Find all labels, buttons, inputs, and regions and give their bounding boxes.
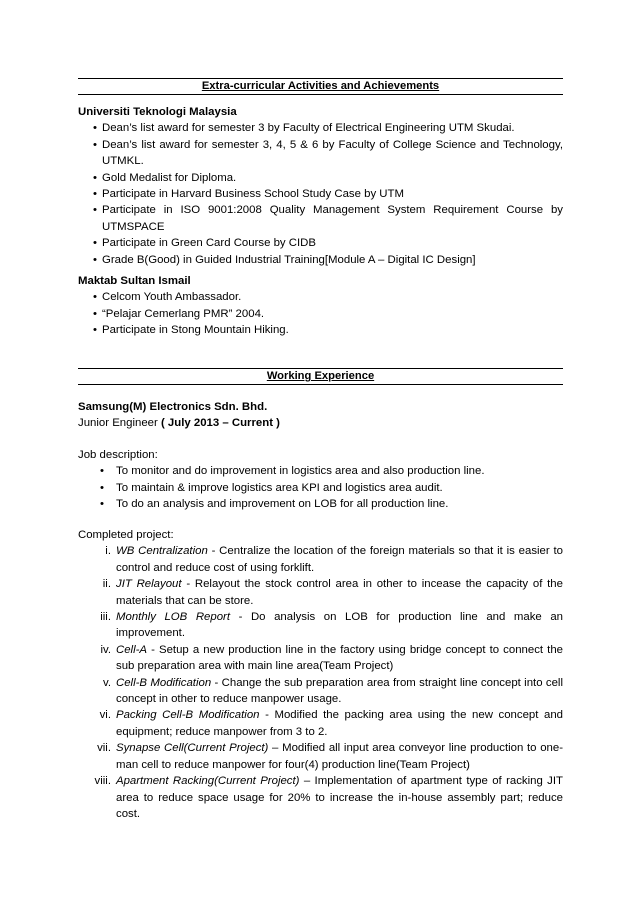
list-item: • Gold Medalist for Diploma. xyxy=(78,170,563,186)
project-number: iii. xyxy=(100,611,111,624)
list-item: • Participate in ISO 9001:2008 Quality Management System Requirement Course by UTMSPACE xyxy=(78,202,563,235)
job-description-label: Job description: xyxy=(78,449,158,461)
project-title: Synapse Cell(Current Project) xyxy=(116,742,269,755)
utm-achievement-list xyxy=(78,120,563,268)
list-item: • “Pelajar Cemerlang PMR” 2004. xyxy=(78,306,563,322)
project-title: JIT Relayout xyxy=(116,578,182,591)
msi-section xyxy=(78,273,563,339)
project-description: – Modified all input area conveyor line production to one-man cell to reduce manpower for four(4) production line(Team Project) xyxy=(116,742,563,771)
list-item: • To maintain & improve logistics area KPI and logistics area audit. xyxy=(78,480,563,496)
project-title: Apartment Racking(Current Project) xyxy=(116,775,300,788)
project-number: v. xyxy=(102,676,111,689)
project-number: iv. xyxy=(100,643,111,656)
position-title: Junior Engineer xyxy=(78,417,161,430)
list-item: • Dean’s list award for semester 3, 4, 5 & 6 by Faculty of College Science and Technology, UTMKL. xyxy=(78,137,563,170)
org-name: Universiti Teknologi Malaysia xyxy=(78,106,237,118)
list-item: • Celcom Youth Ambassador. xyxy=(78,289,563,305)
working-experience-header: Working Experience xyxy=(78,368,563,385)
utm-section xyxy=(78,104,563,268)
job-description-list xyxy=(78,463,563,512)
list-item: • Grade B(Good) in Guided Industrial Training[Module A – Digital IC Design] xyxy=(78,252,563,268)
project-item xyxy=(78,740,563,773)
project-item xyxy=(78,609,563,642)
position-line xyxy=(78,415,563,431)
extracurricular-header: Extra-curricular Activities and Achievements xyxy=(78,78,563,95)
job-description-section xyxy=(78,447,563,513)
project-number: ii. xyxy=(102,578,111,591)
project-number: vii. xyxy=(97,742,111,755)
list-item: • Dean’s list award for semester 3 by Faculty of Electrical Engineering UTM Skudai. xyxy=(78,120,563,136)
project-item xyxy=(78,707,563,740)
project-title: Monthly LOB Report xyxy=(116,611,231,624)
project-title: Packing Cell-B Modification xyxy=(116,709,260,722)
completed-project-label: Completed project: xyxy=(78,529,174,541)
employment-period: ( July 2013 – Current ) xyxy=(160,417,280,430)
project-number: vi. xyxy=(99,709,111,722)
work-section xyxy=(78,399,563,432)
project-description: - Modified the packing area using the new concept and equipment; reduce manpower from 3 to 2. xyxy=(116,709,563,738)
project-item xyxy=(78,642,563,675)
project-title: Cell-B Modification xyxy=(116,676,212,689)
msi-achievement-list xyxy=(78,289,563,338)
project-title: Cell-A xyxy=(116,643,148,656)
project-description: - Setup a new production line in the factory using bridge concept to connect the sub preparation area with main line area(Team Project) xyxy=(116,643,563,673)
project-item xyxy=(78,675,563,708)
company-name: Samsung(M) Electronics Sdn. Bhd. xyxy=(78,401,268,413)
list-item: • Participate in Harvard Business School Study Case by UTM xyxy=(78,186,563,202)
project-description: - Change the sub preparation area from straight line concept into cell concept in other to reduce manpower usage. xyxy=(116,676,563,706)
list-item: • To monitor and do improvement in logistics area and also production line. xyxy=(78,463,563,479)
project-number: i. xyxy=(105,545,111,558)
list-item: • To do an analysis and improvement on LOB for all production line. xyxy=(78,496,563,512)
project-item xyxy=(78,576,563,609)
project-description: - Do analysis on LOB for production line and make an improvement. xyxy=(116,611,563,640)
project-item xyxy=(78,773,563,822)
project-item xyxy=(78,543,563,576)
project-description: - Relayout the stock control area in other to incease the capacity of the materials that can be store. xyxy=(116,578,563,607)
project-description: – Implementation of apartment type of racking JIT area to reduce space usage for 20% to increase the in-house assembly part; reduce cost. xyxy=(116,775,563,820)
list-item: • Participate in Green Card Course by CIDB xyxy=(78,235,563,251)
org-name: Maktab Sultan Ismail xyxy=(78,275,191,287)
list-item: • Participate in Stong Mountain Hiking. xyxy=(78,322,563,338)
completed-projects-section xyxy=(78,527,563,822)
project-number: viii. xyxy=(94,775,111,788)
project-title: WB Centralization xyxy=(116,545,208,558)
project-description: - Centralize the location of the foreign materials so that it is easier to control and reduce cost of using forklift. xyxy=(116,545,563,574)
project-list xyxy=(78,543,563,822)
